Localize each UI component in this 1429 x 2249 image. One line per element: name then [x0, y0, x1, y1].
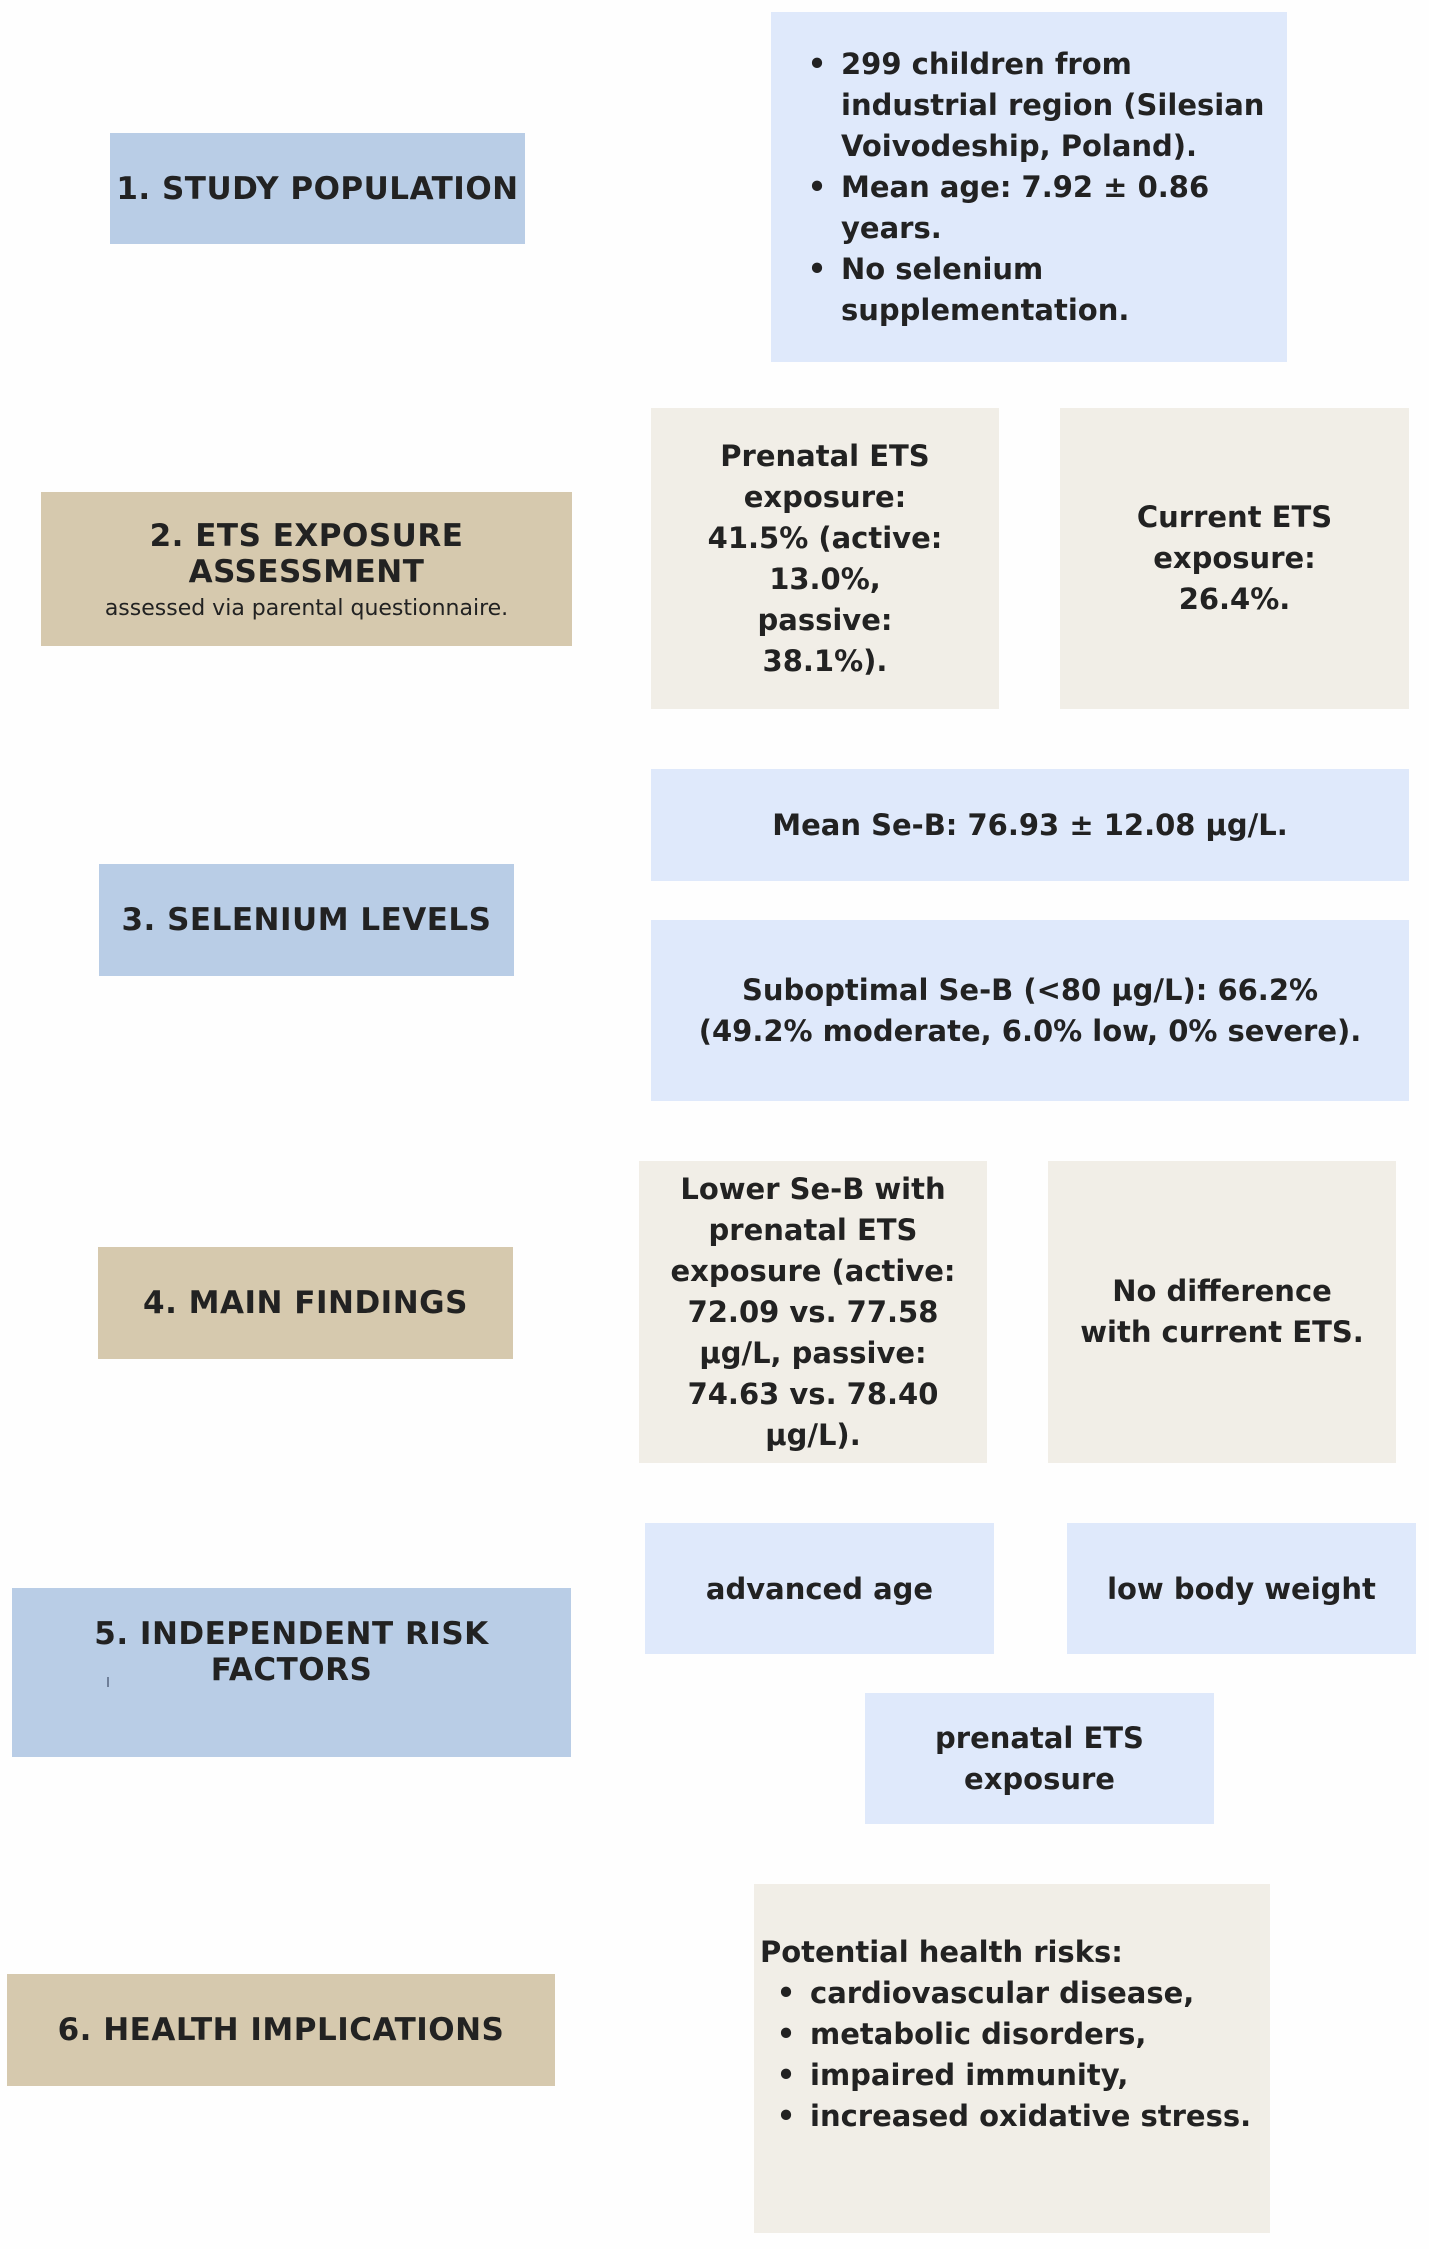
study-population-details — [771, 12, 1287, 362]
lower-se-box — [639, 1161, 987, 1463]
main-findings-title: 4. MAIN FINDINGS — [143, 1285, 468, 1321]
risk-factors-label — [12, 1588, 571, 1757]
risk-factor-advanced-age — [645, 1523, 994, 1654]
selenium-levels-label — [99, 864, 514, 976]
list-item: • cardiovascular disease, — [810, 1973, 1251, 2014]
study-population-list — [807, 44, 1271, 331]
tick-mark — [107, 1677, 109, 1687]
risk-factors-title: 5. INDEPENDENT RISK FACTORS — [94, 1616, 489, 1688]
current-ets-text: Current ETS exposure: 26.4%. — [1136, 500, 1333, 616]
risk-factor-low-body-weight — [1067, 1523, 1416, 1654]
no-difference-text: No difference with current ETS. — [1080, 1274, 1364, 1349]
risk-factor-text: low body weight — [1107, 1572, 1376, 1606]
suboptimal-se-line2: (49.2% moderate, 6.0% low, 0% severe). — [698, 1013, 1362, 1048]
health-risks-box — [754, 1884, 1270, 2233]
prenatal-ets-text: Prenatal ETS exposure: 41.5% (active: 13.0%, passive: 38.1%). — [707, 438, 943, 678]
ets-exposure-sublabel: assessed via parental questionnaire. — [104, 595, 509, 621]
no-difference-box — [1048, 1161, 1396, 1463]
study-population-label — [110, 133, 525, 244]
health-implications-title: 6. HEALTH IMPLICATIONS — [57, 2012, 505, 2048]
health-implications-label — [7, 1974, 555, 2086]
list-item: • No selenium supplementation. — [841, 249, 1271, 331]
main-findings-label — [98, 1247, 513, 1359]
mean-se-text: Mean Se-B: 76.93 ± 12.08 μg/L. — [772, 807, 1288, 842]
list-item: • impaired immunity, — [810, 2055, 1251, 2096]
list-item: • Mean age: 7.92 ± 0.86 years. — [841, 167, 1271, 249]
mean-se-box — [651, 769, 1409, 881]
list-item: • metabolic disorders, — [810, 2014, 1251, 2055]
lower-se-text: Lower Se-B with prenatal ETS exposure (active: 72.09 vs. 77.58 μg/L, passive: 74.63 vs. 78.40 μg/L). — [670, 1171, 956, 1452]
risk-factor-text: advanced age — [705, 1572, 934, 1606]
study-population-title: 1. STUDY POPULATION — [116, 170, 519, 207]
current-ets-box — [1060, 408, 1409, 709]
prenatal-ets-box — [651, 408, 999, 709]
health-risks-heading: Potential health risks: — [760, 1935, 1123, 1969]
ets-exposure-title: 2. ETS EXPOSURE ASSESSMENT — [149, 517, 464, 590]
ets-exposure-label — [41, 492, 572, 646]
selenium-levels-title: 3. SELENIUM LEVELS — [121, 902, 492, 938]
risk-factor-prenatal-ets — [865, 1693, 1214, 1824]
list-item: • increased oxidative stress. — [810, 2096, 1251, 2137]
risk-factor-text: prenatal ETS exposure — [935, 1720, 1144, 1796]
health-risks-list — [760, 1973, 1251, 2137]
suboptimal-se-box — [651, 920, 1409, 1101]
list-item: • 299 children from industrial region (Silesian Voivodeship, Poland). — [841, 44, 1271, 167]
suboptimal-se-line1: Suboptimal Se-B (<80 μg/L): 66.2% — [741, 972, 1319, 1007]
